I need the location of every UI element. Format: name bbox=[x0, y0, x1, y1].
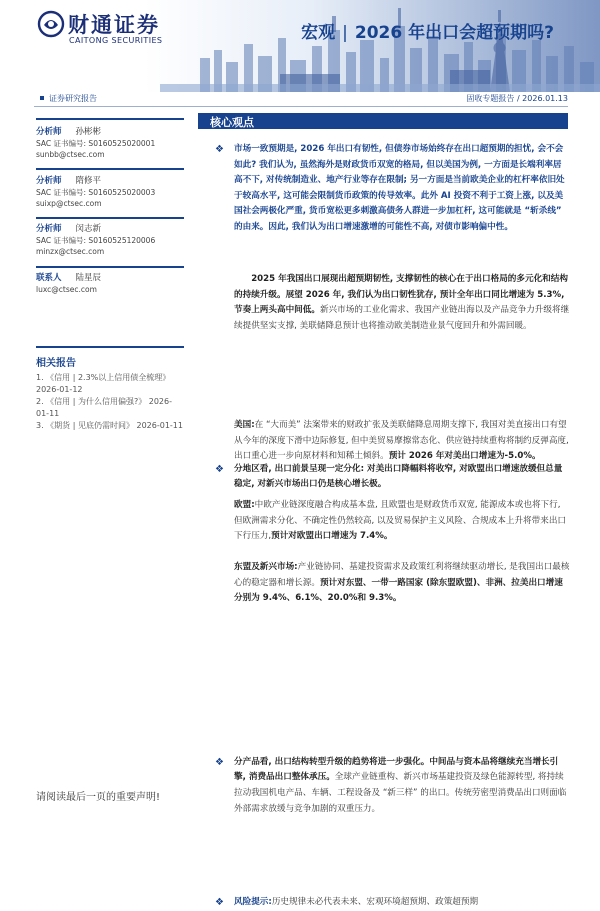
analyst-divider bbox=[36, 217, 184, 219]
related-report-item[interactable]: 2. 《信用 | 为什么信用偏强?》 2026-01-11 bbox=[36, 397, 172, 418]
region-us-label: 美国: bbox=[234, 420, 255, 430]
analyst-card bbox=[36, 175, 184, 209]
analyst-card bbox=[36, 223, 184, 257]
related-report-item[interactable]: 3. 《期货 | 见底仍需时间》 2026-01-11 bbox=[36, 421, 183, 431]
key-points-header bbox=[198, 113, 568, 129]
report-title bbox=[301, 18, 554, 43]
region-em-forecast: 预计对东盟、一带一路国家 (除东盟欧盟)、非洲、拉美出口增速分别为 9.4%、6.1%、20.0%和 9.3%。 bbox=[234, 577, 563, 604]
diamond-bullet-icon: ❖ bbox=[215, 144, 224, 155]
region-asean-em bbox=[198, 560, 570, 607]
region-eu-text: 中欧产业链深度融合构成基本盘, 且欧盟也是财政货币双宽, 能源成本或也将下行, 但欧洲需求分化、不确定性仍然较高, 以及贸易保护主义风险、合规成本上升将带来出口下行压力, bbox=[234, 500, 567, 542]
region-us bbox=[198, 418, 570, 465]
analyst-cert: SAC 证书编号: S0160525020003 bbox=[36, 188, 156, 197]
report-type-text: 证券研究报告 bbox=[49, 94, 97, 103]
square-bullet-icon bbox=[40, 96, 44, 100]
diamond-bullet-icon: ❖ bbox=[215, 756, 224, 768]
key-points-body bbox=[198, 140, 570, 909]
analyst-card bbox=[36, 126, 184, 160]
analyst-name: 闵志新 bbox=[75, 224, 102, 234]
analyst-cert: SAC 证书编号: S0160525020001 bbox=[36, 139, 156, 148]
risk-text: 历史规律未必代表未来、宏观环境超预期、政策超预期 bbox=[271, 897, 479, 908]
analyst-name: 隋修平 bbox=[75, 176, 102, 186]
brand-name-en: CAITONG SECURITIES bbox=[69, 36, 163, 45]
market-expectation-text: 市场一致预期是, 2026 年出口有韧性, 但债券市场始终存在出口超预期的担忧, 会不会如此? 我们认为, 虽然海外是财政货币双宽的格局, 但以美国为例, 一方面是长端利率居高不下, 对传统制造业、地产行业等存在限制; 另一方面是当前欧美企业的杠杆率依旧处于较高水平, 这可能会限制货币政策的传导效率。此外 AI 投资不利于工资上涨, 以及美国社会两极化严重, 货币宽松更多刺激高债务人群进一步加杠杆, 这可能就是 “斩杀线” 的由来。因此, 我们认为出口增速激增的可能性不高, 对债市影响偏中性。 bbox=[234, 144, 565, 232]
analyst-role: 分析师 bbox=[36, 224, 62, 234]
report-type-label bbox=[40, 93, 97, 104]
key-point-by-product bbox=[198, 755, 570, 817]
region-em-label: 东盟及新兴市场: bbox=[234, 562, 298, 572]
by-product-text: 全球产业链重构、新兴市场基建投资及绿色能源转型, 将持续拉动我国机电产品、车辆、工程设备及 “新三样” 的出口。传统劳密型消费品出口则面临外部需求放缓与竞争加剧的双重压力。 bbox=[234, 772, 567, 814]
analyst-email[interactable]: minzx@ctsec.com bbox=[36, 247, 105, 256]
meta-row bbox=[0, 93, 600, 105]
related-report-item[interactable]: 1. 《信用 | 2.3%以上信用债全梳理》 2026-01-12 bbox=[36, 373, 171, 394]
city-skyline-illustration bbox=[160, 0, 600, 92]
analyst-divider bbox=[36, 118, 184, 120]
region-us-text: 在 “大而美” 法案带来的财政扩张及美联储降息周期支撑下, 我国对美直接出口有望从今年的深度下滑中边际修复, 但中美贸易摩擦常态化、供应链持续重构将制约反弹高度, 出口重心进一步向原材料和知稀土倾斜。 bbox=[234, 420, 569, 462]
analyst-role: 分析师 bbox=[36, 127, 62, 137]
key-points-title: 核心观点 bbox=[210, 116, 254, 129]
report-title-text: 2026 年出口会超预期吗? bbox=[354, 23, 554, 43]
analyst-cert: SAC 证书编号: S0160525120006 bbox=[36, 236, 156, 245]
title-separator: | bbox=[342, 23, 348, 43]
related-reports-heading: 相关报告 bbox=[36, 358, 76, 369]
key-point-outlook-2026 bbox=[198, 272, 570, 334]
related-reports-list bbox=[36, 372, 184, 433]
contact-name: 陆星辰 bbox=[75, 273, 102, 283]
by-region-text: 分地区看, 出口前景呈现一定分化: 对美出口降幅料将收窄, 对欧盟出口增速放缓但总量稳定, 对新兴市场出口仍是核心增长极。 bbox=[234, 463, 563, 490]
analyst-divider bbox=[36, 168, 184, 170]
analyst-email[interactable]: sunbb@ctsec.com bbox=[36, 150, 105, 159]
region-eu-label: 欧盟: bbox=[234, 500, 255, 510]
contact-card bbox=[36, 272, 184, 295]
by-product-lead: 分产品看, 出口结构转型升级的趋势将进一步强化。中间品与资本品将继续充当增长引擎, 消费品出口整体承压。 bbox=[234, 756, 559, 783]
risk-label: 风险提示: bbox=[234, 897, 272, 908]
diamond-bullet-icon: ❖ bbox=[215, 897, 224, 909]
key-point-market-expectation bbox=[198, 142, 570, 236]
analyst-role: 分析师 bbox=[36, 176, 62, 186]
header-banner bbox=[0, 0, 600, 92]
related-divider bbox=[36, 346, 184, 348]
outlook-support-text: 新兴市场的工业化需求、我国产业链出海以及产品竞争力升级将继续提供坚实支撑, 美联储降息预计也将推动欧美制造业景气度回升和外需回暖。 bbox=[234, 305, 570, 331]
analyst-divider bbox=[36, 266, 184, 268]
disclaimer-notice: 请阅读最后一页的重要声明! bbox=[36, 792, 161, 803]
region-em-text: 产业链协同、基建投资需求及政策红利将继续驱动增长, 是我国出口最核心的稳定器和增长源。 bbox=[234, 562, 570, 588]
region-eu-forecast: 预计对欧盟出口增速为 7.4%。 bbox=[271, 531, 393, 542]
analyst-email[interactable]: suixp@ctsec.com bbox=[36, 199, 102, 208]
header-divider bbox=[34, 106, 568, 107]
key-point-by-region bbox=[198, 462, 570, 493]
caitong-logo bbox=[38, 8, 188, 48]
diamond-bullet-icon: ❖ bbox=[215, 463, 224, 475]
contact-email[interactable]: luxc@ctsec.com bbox=[36, 285, 97, 294]
analyst-name: 孙彬彬 bbox=[75, 127, 102, 137]
region-eu bbox=[198, 498, 570, 545]
report-series-date: 固收专题报告 / 2026.01.13 bbox=[466, 94, 568, 103]
caitong-logo-icon bbox=[38, 11, 64, 37]
region-us-forecast: 预计 2026 年对美出口增速为-5.0%。 bbox=[388, 451, 541, 462]
outlook-forecast-text: 展望 2026 年, 我们认为出口韧性犹存, 预计全年出口同比增速为 5.3%, 节奏上两头高中间低。 bbox=[234, 289, 565, 316]
brand-name-cn: 财通证券 bbox=[68, 13, 160, 37]
contact-role: 联系人 bbox=[36, 273, 62, 283]
key-point-risk bbox=[198, 895, 570, 911]
outlook-lead-text: 2025 年我国出口展现出超预期韧性, 支撑韧性的核心在于出口格局的多元化和结构的持续升级。 bbox=[234, 274, 568, 300]
report-category: 宏观 bbox=[301, 23, 336, 43]
